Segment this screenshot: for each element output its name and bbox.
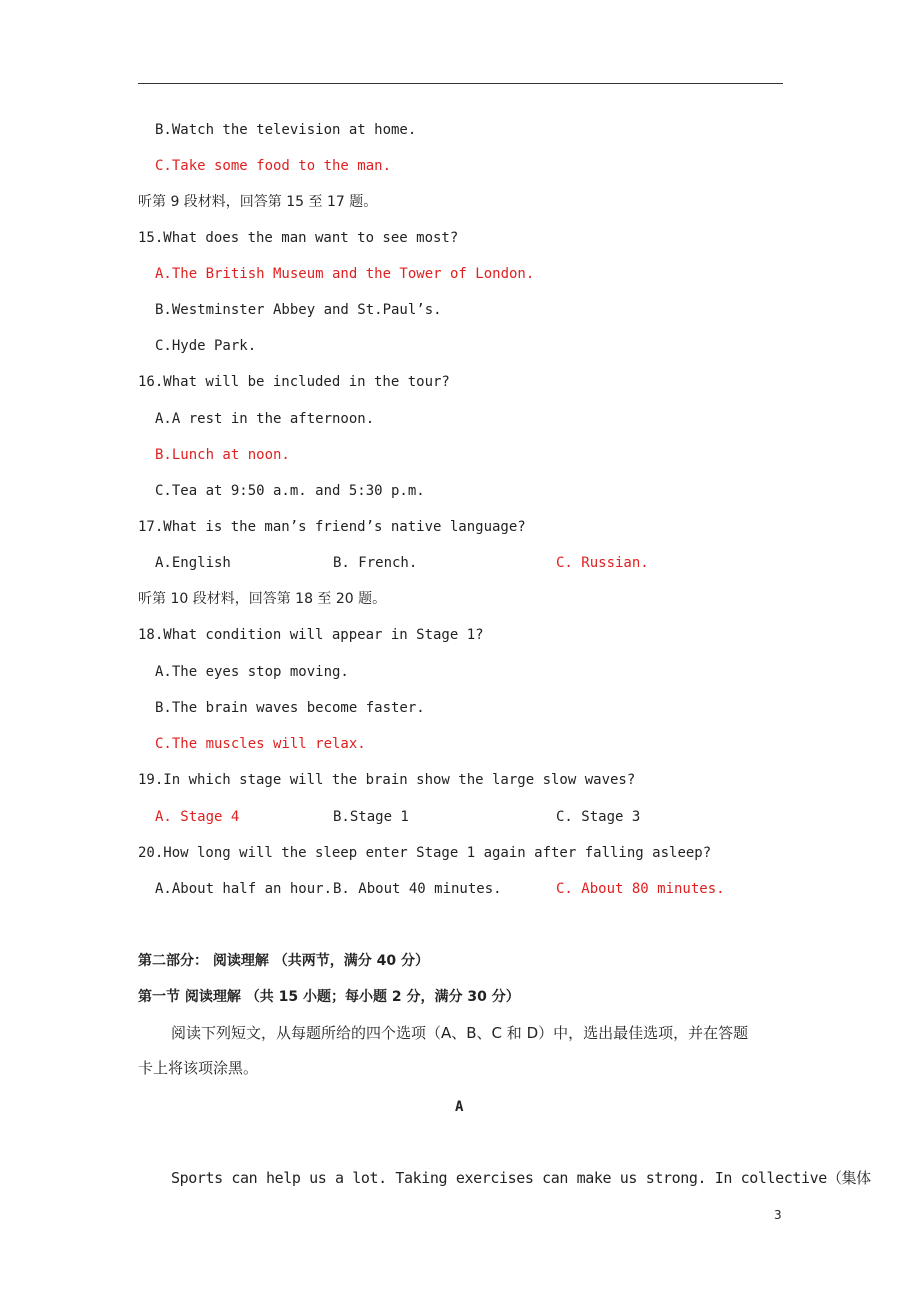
section10-intro: 听第 10 段材料，回答第 18 至 20 题。 xyxy=(138,591,387,607)
q15-stem: 15.What does the man want to see most? xyxy=(138,230,459,246)
q19-stem: 19.In which stage will the brain show the large slow waves? xyxy=(138,772,636,788)
q19-option-c: C. Stage 3 xyxy=(556,809,641,825)
q17-option-c-answer: C. Russian. xyxy=(556,555,649,571)
q18-option-a: A.The eyes stop moving. xyxy=(155,664,349,680)
q17-option-a: A.English xyxy=(155,555,231,571)
q20-stem: 20.How long will the sleep enter Stage 1 again after falling asleep? xyxy=(138,845,712,861)
section-one-title: 第一节 阅读理解 （共 15 小题；每小题 2 分，满分 30 分） xyxy=(138,989,520,1005)
q18-option-c-answer: C.The muscles will relax. xyxy=(155,736,366,752)
q16-option-c: C.Tea at 9:50 a.m. and 5:30 p.m. xyxy=(155,483,425,499)
q16-stem: 16.What will be included in the tour? xyxy=(138,374,450,390)
q19-option-b: B.Stage 1 xyxy=(333,809,409,825)
q20-option-a: A.About half an hour. xyxy=(155,881,333,897)
reading-instruction-line1: 阅读下列短文，从每题所给的四个选项（A、B、C 和 D）中，选出最佳选项，并在答题 xyxy=(171,1024,749,1042)
q15-option-a-answer: A.The British Museum and the Tower of London. xyxy=(155,266,535,282)
passage-first-line: Sports can help us a lot. Taking exercises can make us strong. In collective（集体 xyxy=(171,1169,871,1187)
q14-option-b: B.Watch the television at home. xyxy=(155,122,417,138)
q17-stem: 17.What is the man’s friend’s native language? xyxy=(138,519,526,535)
header-rule xyxy=(138,83,783,84)
q17-option-b: B. French. xyxy=(333,555,418,571)
q20-option-c-answer: C. About 80 minutes. xyxy=(556,881,725,897)
q18-stem: 18.What condition will appear in Stage 1? xyxy=(138,627,484,643)
part-two-title: 第二部分： 阅读理解 （共两节，满分 40 分） xyxy=(138,953,429,969)
q15-option-b: B.Westminster Abbey and St.Paul’s. xyxy=(155,302,442,318)
q20-option-b: B. About 40 minutes. xyxy=(333,881,502,897)
q14-option-c-answer: C.Take some food to the man. xyxy=(155,158,392,174)
q19-option-a-answer: A. Stage 4 xyxy=(155,809,240,825)
section9-intro: 听第 9 段材料，回答第 15 至 17 题。 xyxy=(138,194,378,210)
page-number: 3 xyxy=(774,1208,782,1222)
q16-option-b-answer: B.Lunch at noon. xyxy=(155,447,290,463)
reading-instruction-line2: 卡上将该项涂黑。 xyxy=(138,1059,259,1077)
q16-option-a: A.A rest in the afternoon. xyxy=(155,411,375,427)
passage-label: A xyxy=(455,1099,464,1115)
q15-option-c: C.Hyde Park. xyxy=(155,338,257,354)
q18-option-b: B.The brain waves become faster. xyxy=(155,700,425,716)
